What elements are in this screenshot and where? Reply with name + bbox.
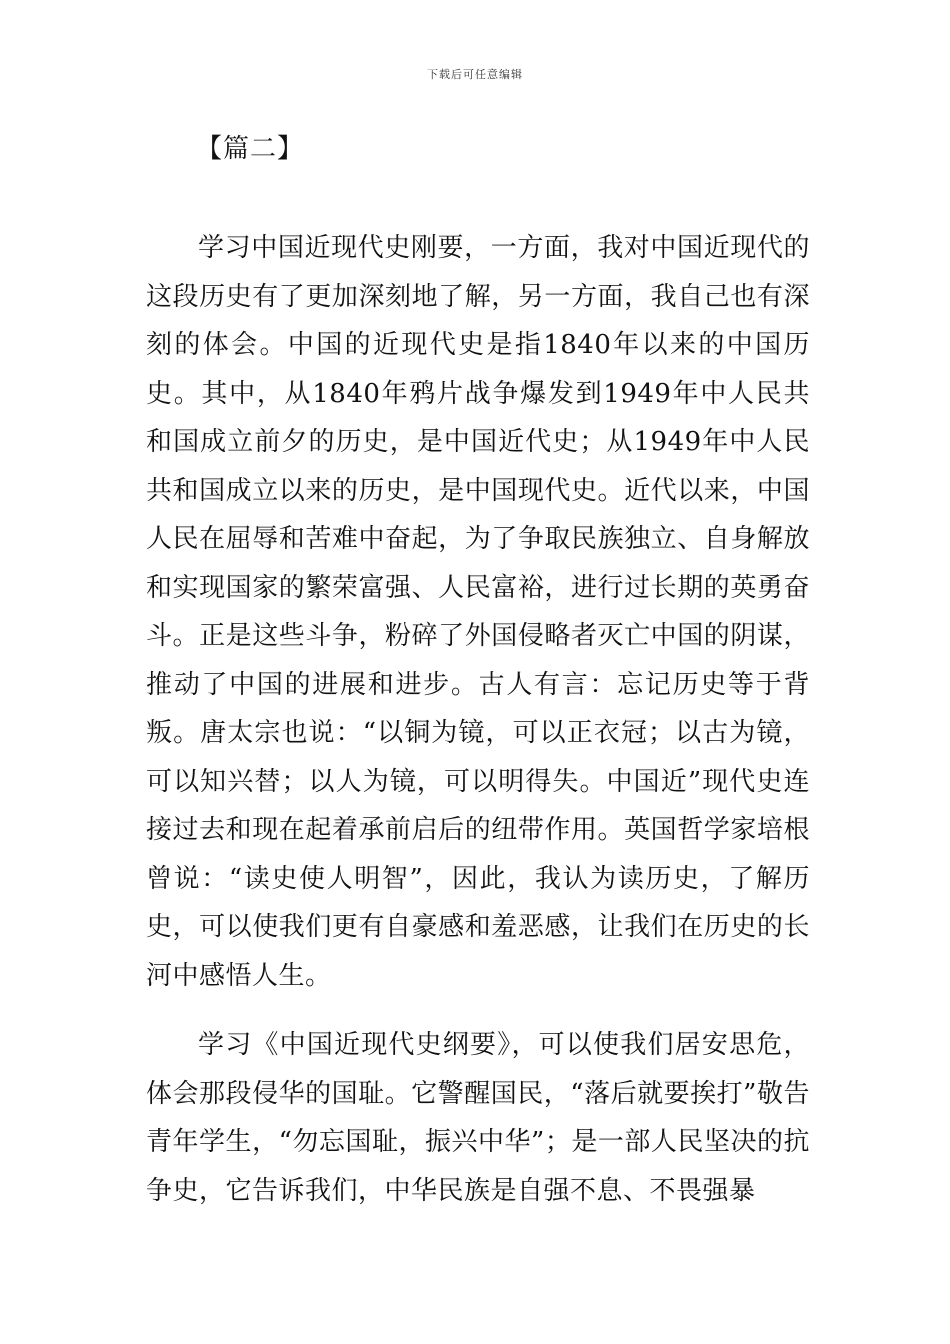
header-note: 下载后可任意编辑	[427, 68, 523, 81]
section-title: 【篇二】	[196, 134, 305, 164]
paragraph: 学习中国近现代史刚要，一方面，我对中国近现代的这段历史有了更加深刻地了解，另一方面，我自己也有深刻的体会。中国的近现代史是指1840年以来的中国历史。其中，从1840年鸦片战争爆发到1949年中人民共和国成立前夕的历史，是中国近代史；从1949年中人民共和国成立以来的历史，是中国现代史。近代以来，中国人民在屈辱和苦难中奋起，为了争取民族独立、自身解放和实现国家的繁荣富强、人民富裕，进行过长期的英勇奋斗。正是这些斗争，粉碎了外国侵略者灭亡中国的阴谋，推动了中国的进展和进步。古人有言：忘记历史等于背叛。唐太宗也说：“以铜为镜，可以正衣冠；以古为镜，可以知兴替；以人为镜，可以明得失。中国近”现代史连接过去和现在起着承前启后的纽带作用。英国哲学家培根曾说：“读史使人明智”，因此，我认为读历史，了解历史，可以使我们更有自豪感和羞恶感，让我们在历史的长河中感悟人生。	[146, 233, 810, 991]
paragraph: 学习《中国近现代史纲要》，可以使我们居安思危，体会那段侵华的国耻。它警醒国民，“落后就要挨打”敬告青年学生，“勿忘国耻，振兴中华”；是一部人民坚决的抗争史，它告诉我们，中华民族是自强不息、不畏强暴	[146, 1030, 810, 1206]
